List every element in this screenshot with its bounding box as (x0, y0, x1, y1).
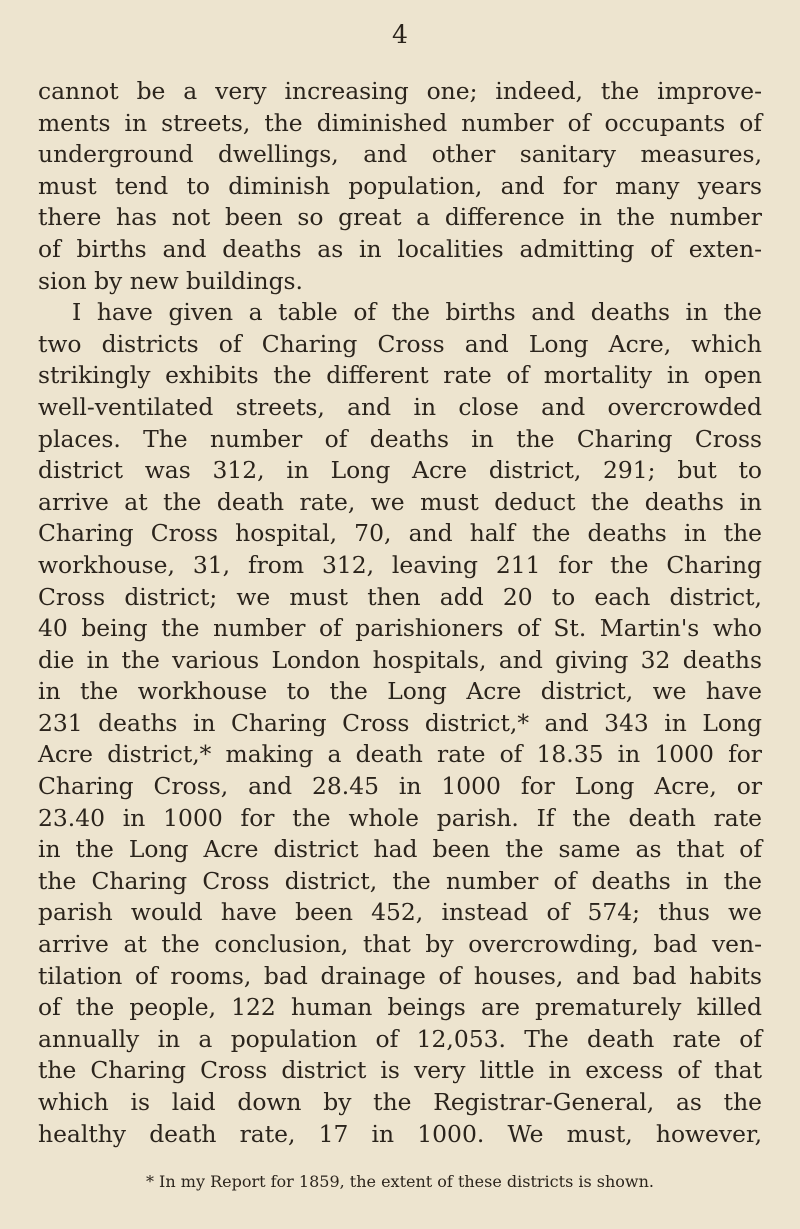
text-line: district was 312, in Long Acre district, 291; but to (38, 456, 762, 485)
text-line: places. The number of deaths in the Charing Cross (38, 424, 762, 453)
text-line: the Charing Cross district is very little in excess of that (38, 1056, 762, 1085)
body-text (38, 76, 762, 1150)
text-line: Acre district,* making a death rate of 18.35 in 1000 for (38, 740, 762, 769)
text-line: in the Long Acre district had been the same as that of (38, 835, 762, 864)
paragraph-start-line: I have given a table of the births and deaths in the (72, 298, 762, 327)
text-line: of the people, 122 human beings are prematurely killed (38, 993, 762, 1022)
text-line: cannot be a very increasing one; indeed, the improve- (38, 77, 762, 105)
text-line: workhouse, 31, from 312, leaving 211 for the Charing (38, 550, 762, 579)
page-number: 4 (392, 20, 408, 49)
text-line: must tend to diminish population, and for many years (38, 171, 762, 200)
text-line: which is laid down by the Registrar-General, as the (38, 1088, 762, 1116)
text-line: two districts of Charing Cross and Long Acre, which (38, 329, 762, 358)
text-line: Charing Cross, and 28.45 in 1000 for Long Acre, or (38, 772, 762, 801)
text-line: of births and deaths as in localities admitting of exten- (38, 234, 762, 263)
text-line: in the workhouse to the Long Acre district, we have (38, 677, 762, 706)
text-line: arrive at the conclusion, that by overcrowding, bad ven- (38, 930, 762, 959)
text-line: well-ventilated streets, and in close and overcrowded (38, 392, 762, 421)
text-line: 231 deaths in Charing Cross district,* and 343 in Long (38, 708, 762, 737)
text-line: the Charing Cross district, the number of deaths in the (38, 866, 762, 895)
text-line: 40 being the number of parishioners of St. Martin's who (38, 614, 762, 643)
text-line: arrive at the death rate, we must deduct the deaths in (38, 487, 762, 516)
text-line: strikingly exhibits the different rate of mortality in open (38, 361, 762, 390)
text-line: sion by new buildings. (38, 266, 303, 295)
text-line: 23.40 in 1000 for the whole parish. If the death rate (38, 803, 762, 832)
text-line: healthy death rate, 17 in 1000. We must, however, (38, 1119, 762, 1148)
text-line: underground dwellings, and other sanitary measures, (38, 140, 762, 169)
footnote: * In my Report for 1859, the extent of these districts is shown. (145, 1172, 655, 1191)
text-line: die in the various London hospitals, and giving 32 deaths (38, 645, 762, 674)
text-line: tilation of rooms, bad drainage of houses, and bad habits (38, 961, 762, 990)
text-line: Cross district; we must then add 20 to each district, (38, 582, 762, 611)
text-line: ments in streets, the diminished number of occupants of (38, 108, 762, 137)
text-line: there has not been so great a difference in the number (38, 203, 762, 232)
text-line: Charing Cross hospital, 70, and half the deaths in the (38, 519, 762, 548)
text-line: parish would have been 452, instead of 574; thus we (38, 898, 762, 927)
text-line: annually in a population of 12,053. The death rate of (38, 1024, 762, 1053)
